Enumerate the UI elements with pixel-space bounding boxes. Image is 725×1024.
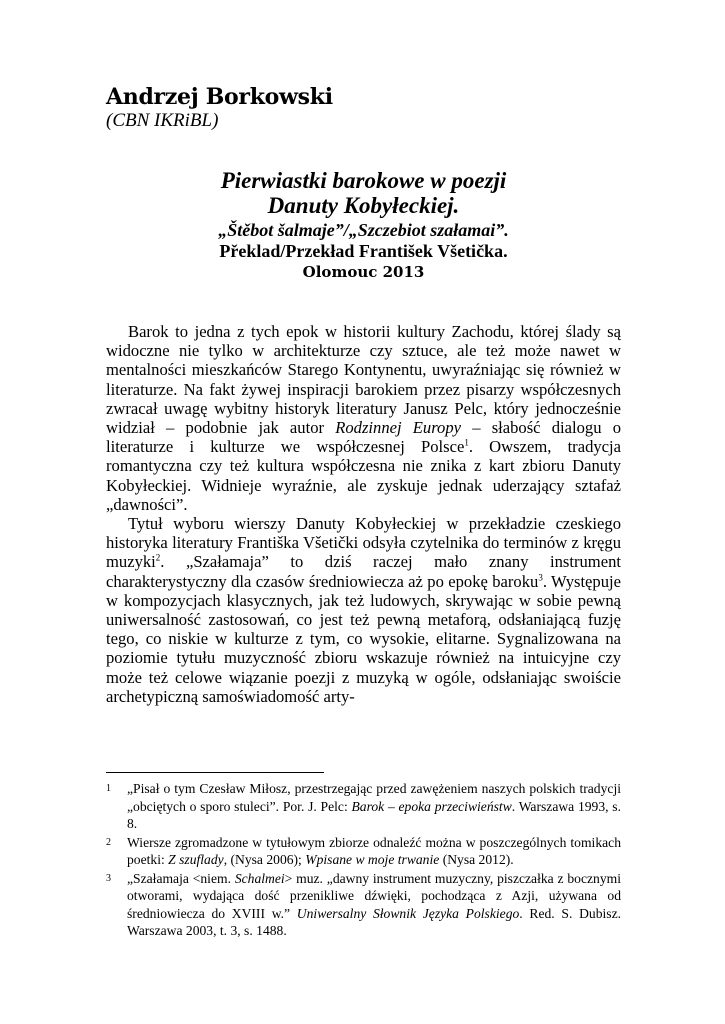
author-name: Andrzej Borkowski: [106, 84, 333, 110]
footnote-3-italic-2: Uniwersalny Słownik Języka Polskiego: [296, 905, 520, 921]
title-line-3: „Štěbot šalmaje”/„Szczebiot szałamai”.: [218, 220, 509, 240]
title-line-1: Pierwiastki barokowe w poezji: [220, 168, 507, 193]
footnote-number: 2: [106, 836, 111, 848]
footnote-2-text-e: (Nysa 2012).: [439, 852, 514, 867]
footnote-3: [106, 870, 621, 940]
footnote-1-text-c: . Warszawa 1993, s. 8.: [127, 798, 621, 831]
footnote-3-text-e: . Red. S. Dubisz. Warszawa 2003, t. 3, s. 1488.: [127, 905, 622, 938]
paragraph-2-text-c: . Występuje w kompozycjach klasycznych, jak też ludowych, skrywając w sobie pewną uniwersalność zastosowań, co jest też pewną metaforą, odsłaniającą fuzję tego, co niskie w kulturze z tym, co wysokie, elitarne. Sygnalizowana na poziomie tytułu muzyczność zbioru wskazuje również na intuicyjne czy może też celowe wiązanie poezji z muzyką w ogóle, odsłaniając swoiście archetypiczną samoświadomość arty-: [106, 571, 621, 706]
body-text: [106, 322, 621, 706]
paragraph-1: [106, 322, 621, 514]
paragraph-1-italic: Rodzinnej Europy: [335, 418, 462, 438]
footnote-2-italic-1: Z szuflady: [168, 852, 224, 867]
footnote-3-text-a: „Szałamaja <niem.: [127, 870, 235, 886]
footnote-3-italic-1: Schalmei: [234, 870, 285, 886]
paragraph-2-text-b: . „Szałamaja” to dziś raczej mało znany instrument charakterystyczny dla czasów średniowiecza aż po epokę baroku: [106, 552, 621, 591]
footnote-1: [106, 780, 621, 833]
footnote-number: 3: [106, 872, 111, 884]
author-affiliation: (CBN IKRiBL): [106, 110, 219, 131]
paragraph-1-text-d: . Owszem, tradycja romantyczna czy też kultura współczesna nie znika z kart zbioru Danuty Kobyłeckiej. Widnieje wyraźnie, ale zyskuje jednak uderzający sztafaż „dawności”.: [106, 437, 621, 514]
paragraph-2: [106, 514, 621, 706]
footnote-1-italic: Barok – epoka przeciwieństw: [351, 798, 512, 814]
footnote-2-text-c: , (Nysa 2006);: [223, 852, 306, 867]
paragraph-1-text-c: – słabość dialogu o literaturze i kulturze we współczesnej Polsce: [106, 418, 621, 457]
title-line-4: Překlad/Przekład František Všetička.: [219, 241, 508, 261]
title-line-2: Danuty Kobyłeckiej.: [267, 193, 460, 218]
footnote-separator: [106, 772, 324, 773]
paragraph-2-text-a: Tytuł wyboru wierszy Danuty Kobyłeckiej w przekładzie czeskiego historyka literatury Františka Všetički odsyła czytelnika do terminów z kręgu muzyki: [106, 514, 621, 572]
footnote-2-text-a: Wiersze zgromadzone w tytułowym zbiorze odnaleźć można w poszczególnych tomikach poetki:: [127, 834, 621, 867]
footnote-2: [106, 834, 621, 869]
footnotes: [106, 780, 621, 941]
footnote-ref-2: 2: [155, 552, 161, 563]
footnote-ref-1: 1: [464, 437, 469, 448]
paragraph-1-text-a: Barok to jedna z tych epok w historii kultury Zachodu, której ślady są widoczne nie tylko w architekturze czy sztuce, ale też może nawet w mentalności mieszkańców Starego Kontynentu, uwyraźniając się również w literaturze. Na fakt żywej inspiracji barokiem przez pisarzy współczesnych zwracał uwagę wybitny historyk literatury Janusz Pelc, który jednocześnie widział – podobnie jak autor: [106, 322, 621, 438]
footnote-number: 1: [106, 783, 111, 794]
footnote-ref-3: 3: [538, 572, 543, 583]
footnote-2-italic-2: Wpisane w moje trwanie: [305, 852, 440, 867]
title-line-5: Olomouc 2013: [302, 263, 425, 281]
footnote-3-text-c: > muz. „dawny instrument muzyczny, piszczałka z bocznymi otworami, wydająca dość przenikliwe dźwięki, pochodząca z Azji, używana od średniowiecza do XVIII w.”: [127, 870, 621, 921]
footnote-1-text-a: „Pisał o tym Czesław Miłosz, przestrzegając przed zawężeniem naszych polskich tradycji „obciętych o sporo stuleci”. Por. J. Pelc:: [127, 781, 621, 814]
